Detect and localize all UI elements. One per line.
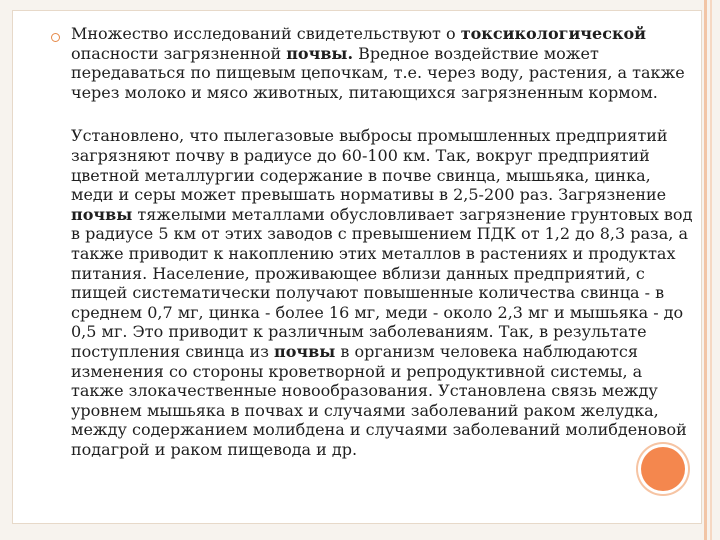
text-run: Вредное воздействие может передаваться по пищевым цепочкам, т.е. через воду, растения, а также через молоко и мясо животных, питающихся загрязненным кормом. bbox=[71, 43, 685, 102]
slide-body-text bbox=[71, 24, 696, 459]
text-run: опасности загрязненной bbox=[71, 43, 287, 63]
bold-term-soil: почвы bbox=[274, 341, 336, 361]
bold-term-toxicological: токсикологической bbox=[460, 24, 647, 43]
bold-term-soil: почвы. bbox=[286, 43, 354, 63]
text-run: тяжелыми металлами обусловливает загрязнение грунтовых вод в радиусе 5 км от этих заводов с превышением ПДК от 1,2 до 8,3 раза, а также приводит к накоплению этих металлов в растениях и продуктах питания. Население, проживающее вблизи данных предприятий, с пищей систематически получают повышенные количества свинца - в среднем 0,7 мг, цинка - более 16 мг, меди - около 2,3 мг и мышьяка - до 0,5 мг. Это приводит к различным заболеваниям. Так, в результате поступления свинца из bbox=[71, 204, 693, 361]
decorative-stripe bbox=[704, 0, 707, 540]
bullet-circle-icon bbox=[51, 33, 60, 42]
decorative-orange-circle bbox=[641, 447, 685, 491]
bold-term-soil: почвы bbox=[71, 204, 133, 224]
text-run: в организм человека наблюдаются изменения со стороны кроветворной и репродуктивной системы, а также злокачественные новообразования. Установлена связь между уровнем мышьяка в почвах и случаями заболеваний раком желудка, между содержанием молибдена и случаями заболеваний молибденовой подагрой и раком пищевода и др. bbox=[71, 341, 687, 459]
text-run: Множество исследований свидетельствуют о bbox=[71, 24, 461, 43]
paragraph-emissions bbox=[71, 126, 696, 459]
decorative-stripe-thin bbox=[710, 0, 712, 540]
paragraph-research bbox=[71, 24, 696, 102]
text-run: Установлено, что пылегазовые выбросы промышленных предприятий загрязняют почву в радиусе до 60-100 км. Так, вокруг предприятий цветной металлургии содержание в почве свинца, мышьяка, цинка, меди и серы может превышать нормативы в 2,5-200 раз. Загрязнение bbox=[71, 126, 668, 205]
